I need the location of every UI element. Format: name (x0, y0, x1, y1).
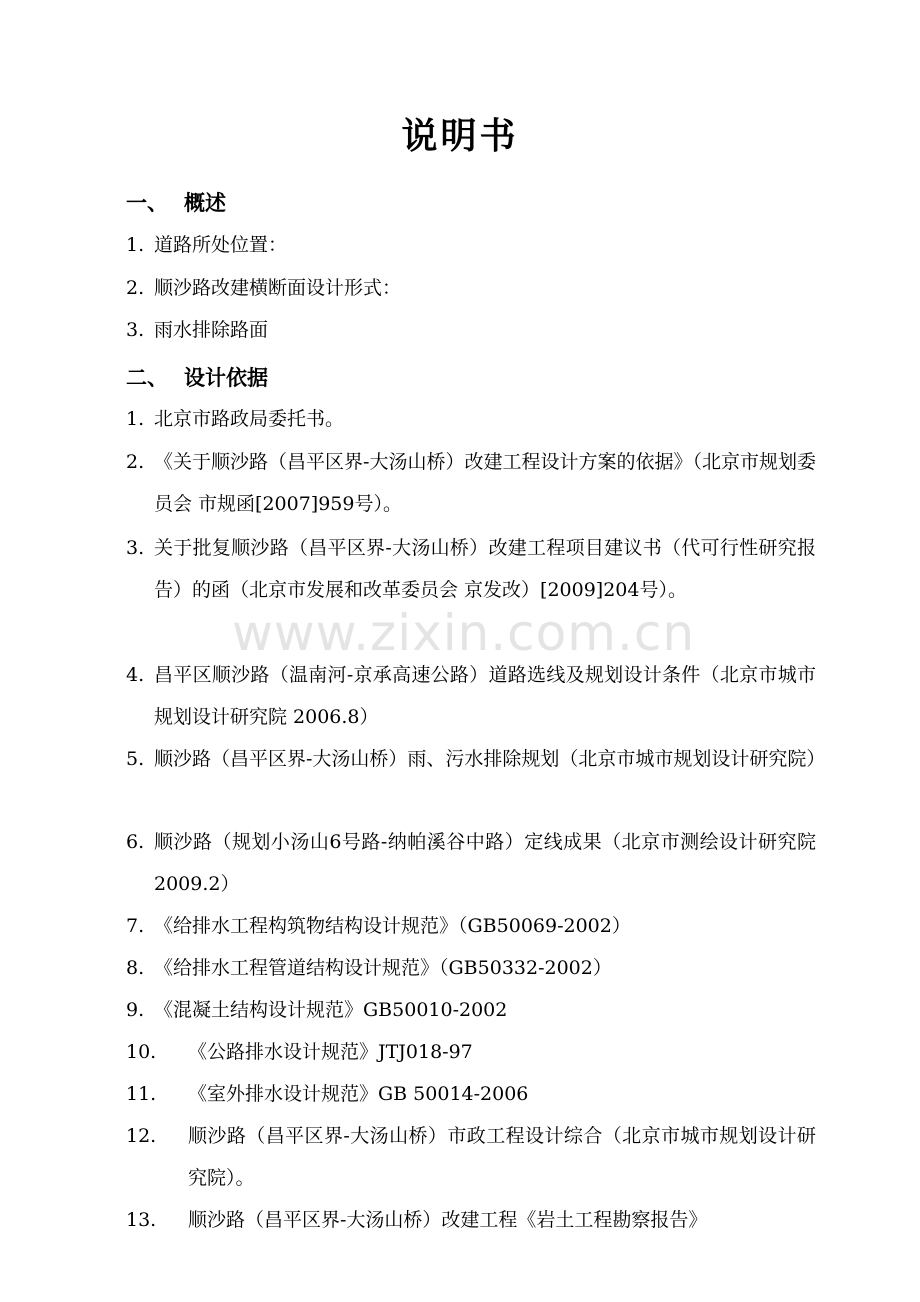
item-text: 雨水排除路面 (154, 319, 269, 341)
list-item (126, 527, 816, 611)
item-number: 2. (126, 277, 145, 299)
list-item (126, 738, 826, 780)
item-text: 顺沙路（昌平区界-大汤山桥）雨、污水排除规划（北京市城市规划设计研究院） (154, 748, 826, 770)
item-number: 10. (126, 1041, 157, 1063)
watermark: www.zixin.com.cn (232, 604, 696, 662)
list-item (126, 821, 816, 905)
item-number: 2. (126, 451, 145, 473)
item-number: 8. (126, 957, 145, 979)
list-item (126, 309, 816, 351)
section-number: 一、 (126, 191, 168, 215)
item-text: 道路所处位置： (154, 234, 288, 256)
item-number: 12. (126, 1125, 157, 1147)
item-number: 3. (126, 319, 145, 341)
item-text: 《给排水工程管道结构设计规范》（GB50332-2002） (154, 957, 612, 979)
item-number: 6. (126, 831, 145, 853)
item-text: 顺沙路改建横断面设计形式： (154, 277, 402, 299)
item-text: 昌平区顺沙路（温南河-京承高速公路）道路选线及规划设计条件（北京市城市规划设计研究院 2006.8） (154, 664, 816, 728)
item-text: 顺沙路（规划小汤山6号路-纳帕溪谷中路）定线成果（北京市测绘设计研究院 2009.2） (154, 831, 816, 895)
item-text: 顺沙路（昌平区界-大汤山桥）改建工程《岩土工程勘察报告》 (188, 1209, 708, 1231)
list-item (126, 1115, 816, 1199)
list-item (126, 1031, 816, 1073)
list-item (126, 267, 816, 309)
list-item (126, 441, 816, 525)
item-text: 《混凝土结构设计规范》GB50010-2002 (154, 999, 508, 1021)
list-item (126, 905, 816, 947)
section-title: 设计依据 (184, 366, 268, 390)
list-item (126, 1073, 816, 1115)
section-number: 二、 (126, 366, 168, 390)
item-number: 9. (126, 999, 145, 1021)
list-item (126, 1199, 816, 1241)
page-title: 说明书 (401, 116, 519, 157)
item-number: 7. (126, 915, 145, 937)
item-text: 关于批复顺沙路（昌平区界-大汤山桥）改建工程项目建议书（代可行性研究报告）的函（北京市发展和改革委员会 京发改）[2009]204号）。 (154, 537, 816, 601)
item-text: 顺沙路（昌平区界-大汤山桥）市政工程设计综合（北京市城市规划设计研究院）。 (188, 1125, 816, 1189)
item-number: 3. (126, 537, 145, 559)
item-text: 北京市路政局委托书。 (154, 408, 345, 430)
section-heading-overview (126, 187, 226, 217)
list-item (126, 989, 816, 1031)
section-title: 概述 (184, 191, 226, 215)
item-text: 《关于顺沙路（昌平区界-大汤山桥）改建工程设计方案的依据》（北京市规划委员会 市规函[2007]959号）。 (154, 451, 816, 515)
item-number: 4. (126, 664, 145, 686)
item-number: 1. (126, 234, 145, 256)
list-item (126, 947, 816, 989)
item-number: 5. (126, 748, 145, 770)
item-number: 13. (126, 1209, 157, 1231)
item-number: 11. (126, 1083, 157, 1105)
item-text: 《室外排水设计规范》GB 50014-2006 (188, 1083, 529, 1105)
list-item (126, 654, 816, 738)
item-text: 《公路排水设计规范》JTJ018-97 (188, 1041, 473, 1063)
list-item (126, 224, 816, 266)
list-item (126, 398, 816, 440)
item-text: 《给排水工程构筑物结构设计规范》（GB50069-2002） (154, 915, 631, 937)
section-heading-design-basis (126, 362, 268, 392)
item-number: 1. (126, 408, 145, 430)
